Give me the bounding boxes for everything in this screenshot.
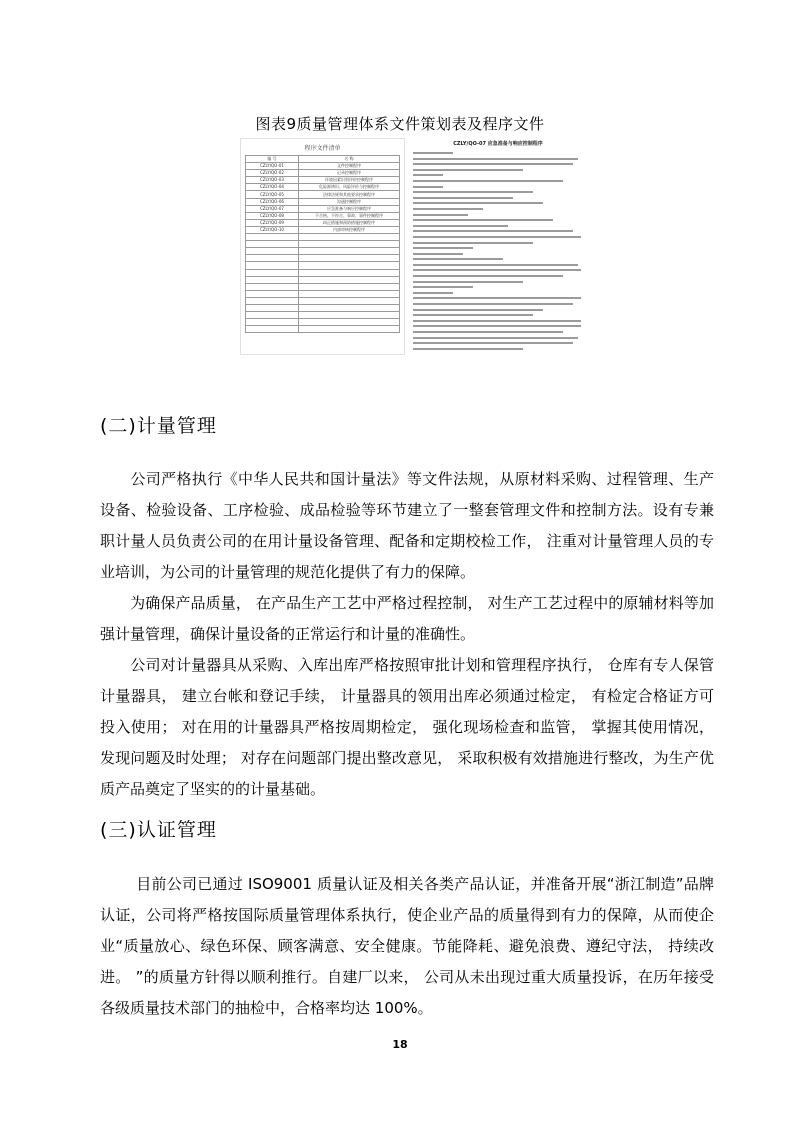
file-code-cell	[246, 241, 299, 248]
section-heading-certification: (三)认证管理	[100, 819, 217, 841]
paragraph: 为确保产品质量， 在产品生产工艺中严格过程控制， 对生产工艺过程中的原辅材料等加强计量管理，确保计量设备的正常运行和计量的准确性。	[100, 594, 714, 643]
file-name-cell: 危险源辨识、风险评价与控制程序	[299, 184, 400, 191]
file-code-cell: CZLY/QO-10	[246, 226, 299, 233]
file-code-cell: CZLY/QO-01	[246, 163, 299, 170]
file-list-row	[246, 290, 400, 297]
file-list-row	[246, 262, 400, 269]
file-name-cell	[299, 269, 400, 276]
file-list-title: 程序文件清单	[304, 145, 341, 152]
file-name-cell: 纠正措施和预防措施控制程序	[299, 219, 400, 226]
file-name-cell	[299, 283, 400, 290]
file-name-cell	[299, 312, 400, 319]
file-name-cell	[299, 234, 400, 241]
file-name-cell: 名 称	[299, 156, 400, 163]
file-list-row	[246, 219, 400, 226]
file-list-row	[246, 177, 400, 184]
file-name-cell	[299, 255, 400, 262]
file-list-row	[246, 304, 400, 311]
file-code-cell	[246, 319, 299, 326]
file-list-row	[246, 276, 400, 283]
file-code-cell: CZLY/QO-06	[246, 198, 299, 205]
file-code-cell	[246, 312, 299, 319]
file-list-row	[246, 297, 400, 304]
file-code-cell: CZLY/QO-04	[246, 184, 299, 191]
file-name-cell: 应急准备与响应控制程序	[299, 205, 400, 212]
file-list-row	[246, 212, 400, 219]
file-code-cell	[246, 255, 299, 262]
file-name-cell: 记录控制程序	[299, 170, 400, 177]
file-code-cell	[246, 248, 299, 255]
file-list-row	[246, 269, 400, 276]
file-list-row	[246, 255, 400, 262]
page-number: 18	[392, 1038, 408, 1051]
file-list-row	[246, 205, 400, 212]
file-list-row	[246, 226, 400, 233]
file-list-row	[246, 198, 400, 205]
file-code-cell: CZLY/QO-03	[246, 177, 299, 184]
file-name-cell: 法律法规和其他要求控制程序	[299, 191, 400, 198]
file-list-row	[246, 234, 400, 241]
file-name-cell: 文件控制程序	[299, 163, 400, 170]
file-list-row	[246, 191, 400, 198]
text-line	[413, 351, 583, 353]
file-code-cell: 编 号	[246, 156, 299, 163]
file-list-row	[246, 319, 400, 326]
file-list-row	[246, 184, 400, 191]
procedure-text-lines	[410, 150, 586, 353]
file-code-cell	[246, 269, 299, 276]
file-name-cell	[299, 290, 400, 297]
file-code-cell	[246, 283, 299, 290]
figure-caption: 图表9质量管理体系文件策划表及程序文件	[255, 115, 545, 133]
file-list-header-row	[246, 156, 400, 163]
paragraph: 公司严格执行《中华人民共和国计量法》等文件法规，从原材料采购、过程管理、生产设备、检验设备、工序检验、成品检验等环节建立了一整套管理文件和控制方法。设有专兼职计量人员负责公司的在用计量设备管理、配备和定期校检工作， 注重对计量管理人员的专业培训，为公司的计量管理的规范化提供了有力的保障。	[100, 470, 714, 581]
file-list-row	[246, 241, 400, 248]
file-name-cell	[299, 319, 400, 326]
file-name-cell: 沟通控制程序	[299, 198, 400, 205]
file-name-cell	[299, 304, 400, 311]
file-name-cell: 内部审核控制程序	[299, 226, 400, 233]
file-code-cell	[246, 297, 299, 304]
file-code-cell: CZLY/QO-09	[246, 219, 299, 226]
file-code-cell	[246, 304, 299, 311]
file-name-cell	[299, 262, 400, 269]
file-list-row	[246, 248, 400, 255]
file-list-table	[245, 155, 400, 333]
file-code-cell	[246, 262, 299, 269]
paragraph: 公司对计量器具从采购、入库出库严格按照审批计划和管理程序执行， 仓库有专人保管计量器具， 建立台帐和登记手续， 计量器具的领用出库必须通过检定， 有检定合格证方可投入使用； 对在用的计量器具严格按周期检定， 强化现场检查和监管， 掌握其使用情况， 发现问题及时处理； 对存在问题部门提出整改意见， 采取积极有效措施进行整改，为生产优质产品奠定了坚实的的计量基础。	[100, 656, 714, 798]
file-code-cell: CZLY/QO-07	[246, 205, 299, 212]
file-list-row	[246, 170, 400, 177]
file-list-row	[246, 283, 400, 290]
file-code-cell	[246, 290, 299, 297]
section-heading-measurement: (二)计量管理	[100, 415, 217, 437]
file-name-cell	[299, 248, 400, 255]
file-name-cell	[299, 241, 400, 248]
file-list-row	[246, 326, 400, 333]
file-list-row	[246, 312, 400, 319]
file-code-cell	[246, 276, 299, 283]
file-list-row	[246, 163, 400, 170]
file-name-cell: 不合格、不符合、事故、事件控制程序	[299, 212, 400, 219]
procedure-document-image	[410, 137, 586, 353]
file-name-cell	[299, 297, 400, 304]
file-code-cell: CZLY/QO-05	[246, 191, 299, 198]
file-name-cell	[299, 276, 400, 283]
file-code-cell: CZLY/QO-08	[246, 212, 299, 219]
file-name-cell: 环境因素识别评价控制程序	[299, 177, 400, 184]
file-code-cell	[246, 326, 299, 333]
file-code-cell	[246, 234, 299, 241]
file-code-cell: CZLY/QO-02	[246, 170, 299, 177]
program-file-list-image	[240, 138, 405, 355]
paragraph: 目前公司已通过 ISO9001 质量认证及相关各类产品认证，并准备开展“浙江制造”品牌认证，公司将严格按国际质量管理体系执行，使企业产品的质量得到有力的保障，从而使企业“质量放心、绿色环保、顾客满意、安全健康。节能降耗、避免浪费、遵纪守法， 持续改进。 ”的质量方针得以顺利推行。自建厂以来， 公司从未出现过重大质量投诉，在历年接受各级质量技术部门的抽检中，合格率均达 100%。	[100, 875, 714, 1017]
procedure-title: CZLY/QO-07 应急准备与响应控制程序	[453, 141, 543, 147]
file-name-cell	[299, 326, 400, 333]
